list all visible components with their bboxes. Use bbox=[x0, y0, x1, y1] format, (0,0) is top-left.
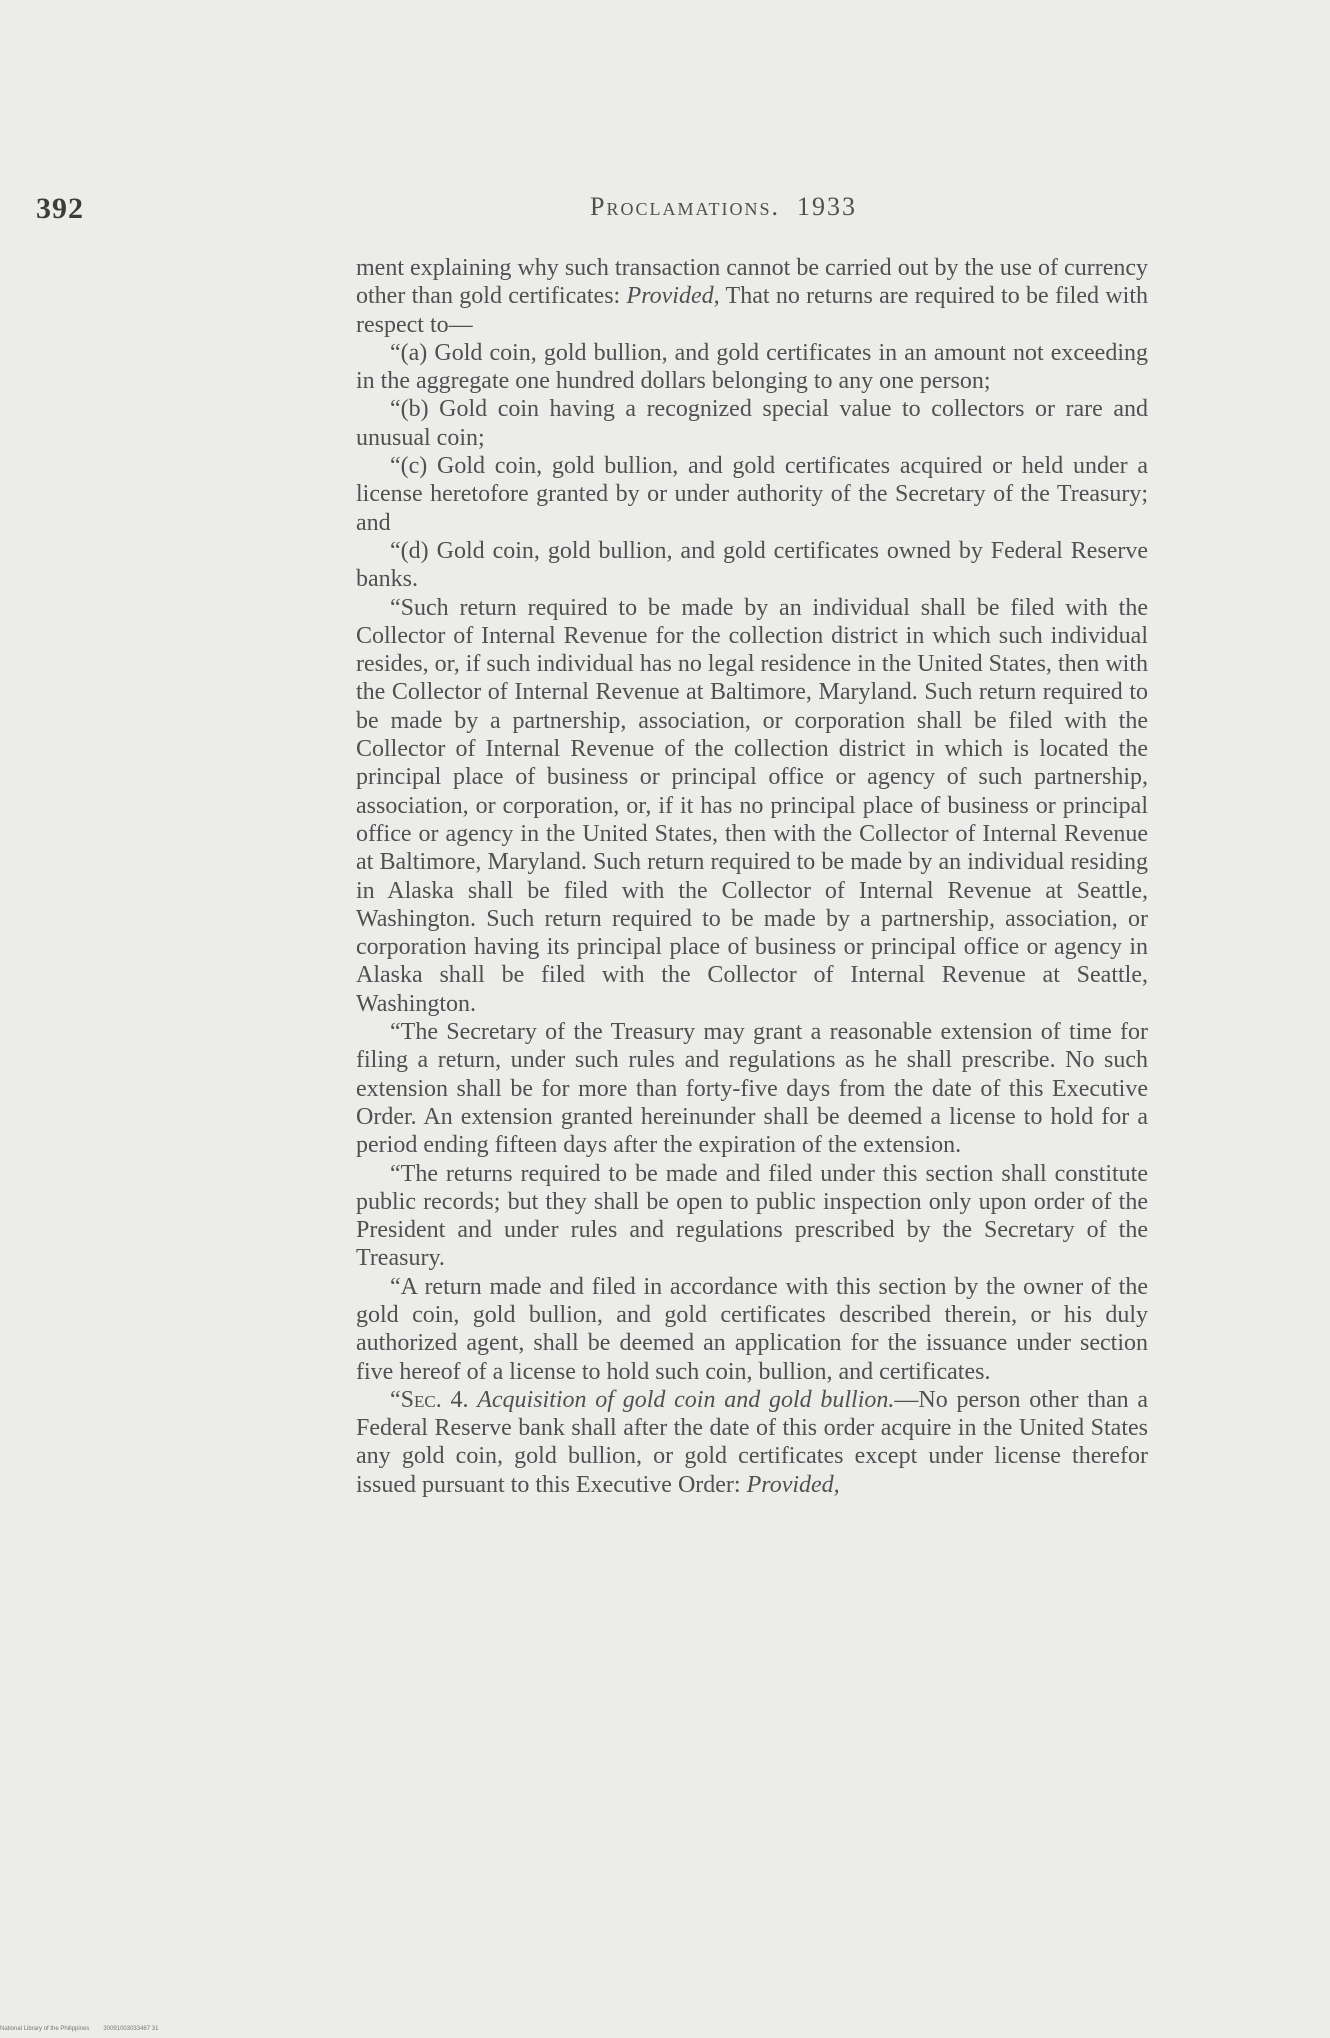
paragraph-text: ment explaining why such transaction cannot be carried out by the use of currency other than gold certificates: bbox=[356, 255, 1148, 310]
section-label: “Sec. 4. bbox=[390, 1386, 469, 1413]
section-text: —No person other than a Federal Reserve bank shall after the date of this order acquire in the United States any gold coin, gold bullion, or gold certificates except under license therefor issued pursuant to this Executive Order: bbox=[356, 1386, 1148, 1498]
paragraph-application: “A return made and filed in accordance with this section by the owner of the gold coin, gold bullion, and gold certificates described therein, or his duly authorized agent, shall be deemed an application for the issuance under section five hereof of a license to hold such coin, bullion, and certificates. bbox=[356, 1273, 1148, 1385]
section-title: Acquisition of gold coin and gold bullion. bbox=[477, 1386, 895, 1413]
clause-label: “(d) bbox=[390, 537, 429, 564]
body-text bbox=[356, 254, 1148, 1499]
clause-label: “(b) bbox=[390, 396, 429, 423]
clause-text: Gold coin, gold bullion, and gold certificates owned by Federal Reserve banks. bbox=[356, 537, 1148, 593]
clause-text: Gold coin, gold bullion, and gold certificates in an amount not exceeding in the aggregate one hundred dollars belonging to any one person; bbox=[356, 339, 1149, 395]
scan-code: 30091003033487 31 bbox=[103, 2026, 159, 2032]
clause-text: Gold coin having a recognized special value to collectors or rare and unusual coin; bbox=[356, 396, 1149, 451]
scan-footer bbox=[0, 2026, 172, 2032]
clause-label: “(a) bbox=[390, 339, 428, 366]
paragraph-extension: “The Secretary of the Treasury may grant a reasonable extension of time for filing a return, under such rules and regulations as he shall prescribe. No such extension shall be for more than forty-five days from the date of this Executive Order. An extension granted hereinunder shall be deemed a license to hold for a period ending fifteen days after the expiration of the extension. bbox=[356, 1019, 1148, 1159]
clause-b bbox=[356, 395, 1148, 452]
running-head-title: Proclamations. bbox=[590, 192, 780, 221]
paragraph-text: That no returns are required to be filed with respect to— bbox=[356, 283, 1149, 338]
section-4 bbox=[356, 1386, 1148, 1499]
running-head-year: 1933 bbox=[796, 192, 857, 221]
running-head bbox=[590, 192, 857, 222]
clause-text: Gold coin, gold bullion, and gold certificates acquired or held under a license heretofore granted by or under authority of the Secretary of the Treasury; and bbox=[356, 453, 1149, 536]
paragraph-continuation bbox=[356, 254, 1148, 339]
library-credit: National Library of the Philippines bbox=[0, 2026, 90, 2032]
proviso-italic: Provided, bbox=[746, 1471, 840, 1498]
clause-d bbox=[356, 537, 1148, 594]
proviso-italic: Provided, bbox=[626, 283, 720, 310]
clause-label: “(c) bbox=[390, 453, 428, 480]
clause-a bbox=[356, 339, 1148, 396]
paragraph-public-records: “The returns required to be made and filed under this section shall constitute public records; but they shall be open to public inspection only upon order of the President and under rules and regulations prescribed by the Secretary of the Treasury. bbox=[356, 1160, 1148, 1272]
page-number: 392 bbox=[36, 192, 84, 225]
clause-c bbox=[356, 452, 1148, 537]
paragraph-return-filing: “Such return required to be made by an individual shall be filed with the Collector of Internal Revenue for the collection district in which such individual resides, or, if such individual has no legal residence in the United States, then with the Collector of Internal Revenue at Baltimore, Maryland. Such return required to be made by a partnership, association, or corporation shall be filed with the Collector of Internal Revenue of the collection district in which is located the principal place of business or principal office or agency of such partnership, association, or corporation, or, if it has no principal place of business or principal office or agency in the United States, then with the Collector of Internal Revenue at Baltimore, Maryland. Such return required to be made by an individual residing in Alaska shall be filed with the Collector of Internal Revenue at Seattle, Washington. Such return required to be made by a partnership, association, or corporation having its principal place of business or principal office or agency in Alaska shall be filed with the Collector of Internal Revenue at Seattle, Washington. bbox=[356, 594, 1148, 1017]
